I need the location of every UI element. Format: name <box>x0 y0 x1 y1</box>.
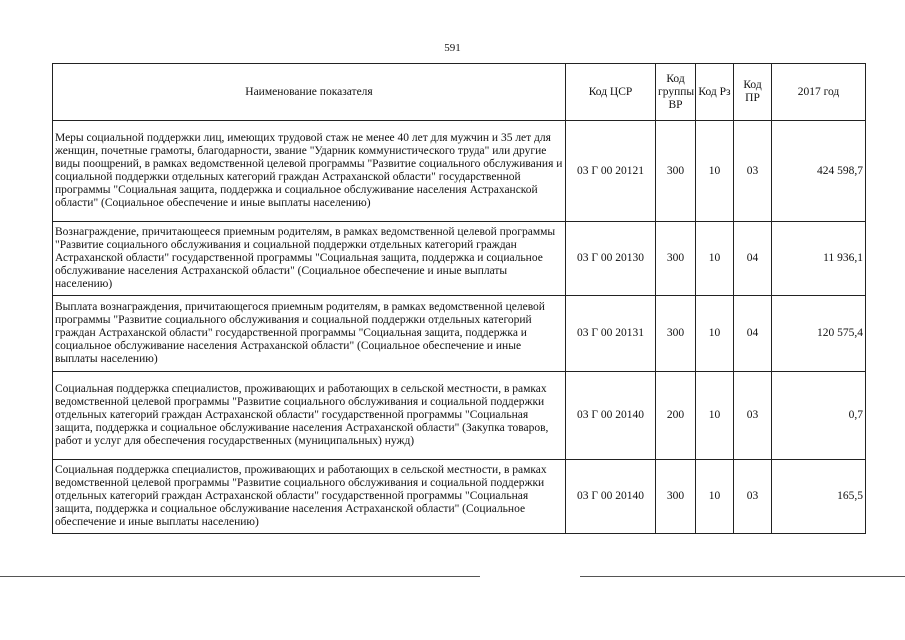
header-year: 2017 год <box>772 64 866 121</box>
row-csr: 03 Г 00 20130 <box>566 222 656 296</box>
row-name: Социальная поддержка специалистов, проживающих и работающих в сельской местности, в рамках ведомственной целевой программы "Развитие социального обслуживания и социальной поддержки отдельных категорий граждан Астраханской области" государственной программы "Социальная защита, поддержка и социальное обслуживание населения Астраханской области" (Социальное обеспечение и иные выплаты населению) <box>53 460 566 534</box>
table-row <box>53 121 866 222</box>
row-vr: 300 <box>656 460 696 534</box>
row-amount: 120 575,4 <box>772 296 866 372</box>
header-csr: Код ЦСР <box>566 64 656 121</box>
row-rz: 10 <box>696 222 734 296</box>
row-vr: 300 <box>656 296 696 372</box>
header-rz: Код Рз <box>696 64 734 121</box>
page-number: 591 <box>444 42 461 54</box>
row-csr: 03 Г 00 20140 <box>566 372 656 460</box>
table-row <box>53 296 866 372</box>
row-pr: 04 <box>734 296 772 372</box>
row-vr: 300 <box>656 121 696 222</box>
row-rz: 10 <box>696 372 734 460</box>
bottom-rule-right <box>580 576 905 577</box>
row-name: Меры социальной поддержки лиц, имеющих трудовой стаж не менее 40 лет для мужчин и 35 лет для женщин, почетные грамоты, благодарности, звание "Ударник коммунистического труда" или другие виды поощрений, в рамках ведомственной целевой программы "Развитие социального обслуживания и социальной поддержки отдельных категорий граждан Астраханской области" государственной программы "Социальная защита, поддержка и социальное обслуживание населения Астраханской области" (Социальное обеспечение и иные выплаты населению) <box>53 121 566 222</box>
row-pr: 03 <box>734 372 772 460</box>
row-csr: 03 Г 00 20121 <box>566 121 656 222</box>
budget-table <box>52 63 866 534</box>
table-header-row <box>53 64 866 121</box>
row-pr: 03 <box>734 121 772 222</box>
row-vr: 200 <box>656 372 696 460</box>
table-row <box>53 460 866 534</box>
row-rz: 10 <box>696 121 734 222</box>
row-pr: 03 <box>734 460 772 534</box>
row-vr: 300 <box>656 222 696 296</box>
row-amount: 11 936,1 <box>772 222 866 296</box>
row-amount: 424 598,7 <box>772 121 866 222</box>
bottom-rule-left <box>0 576 480 577</box>
header-name: Наименование показателя <box>53 64 566 121</box>
row-amount: 0,7 <box>772 372 866 460</box>
row-name: Вознаграждение, причитающееся приемным родителям, в рамках ведомственной целевой программы "Развитие социального обслуживания и социальной поддержки отдельных категорий граждан Астраханской области" государственной программы "Социальная защита, поддержка и социальное обслуживание населения Астраханской области" (Социальное обеспечение и иные выплаты населению) <box>53 222 566 296</box>
row-csr: 03 Г 00 20140 <box>566 460 656 534</box>
table-row <box>53 372 866 460</box>
table-row <box>53 222 866 296</box>
row-rz: 10 <box>696 460 734 534</box>
row-csr: 03 Г 00 20131 <box>566 296 656 372</box>
row-name: Выплата вознаграждения, причитающегося приемным родителям, в рамках ведомственной целевой программы "Развитие социального обслуживания и социальной поддержки отдельных категорий граждан Астраханской области" государственной программы "Социальная защита, поддержка и социальное обслуживание населения Астраханской области" (Социальное обеспечение и иные выплаты населению) <box>53 296 566 372</box>
header-vr: Код группы ВР <box>656 64 696 121</box>
row-rz: 10 <box>696 296 734 372</box>
header-pr: Код ПР <box>734 64 772 121</box>
row-pr: 04 <box>734 222 772 296</box>
row-amount: 165,5 <box>772 460 866 534</box>
row-name: Социальная поддержка специалистов, проживающих и работающих в сельской местности, в рамках ведомственной целевой программы "Развитие социального обслуживания и социальной поддержки отдельных категорий граждан Астраханской области" государственной программы "Социальная защита, поддержка и социальное обслуживание населения Астраханской области" (Закупка товаров, работ и услуг для обеспечения государственных (муниципальных) нужд) <box>53 372 566 460</box>
